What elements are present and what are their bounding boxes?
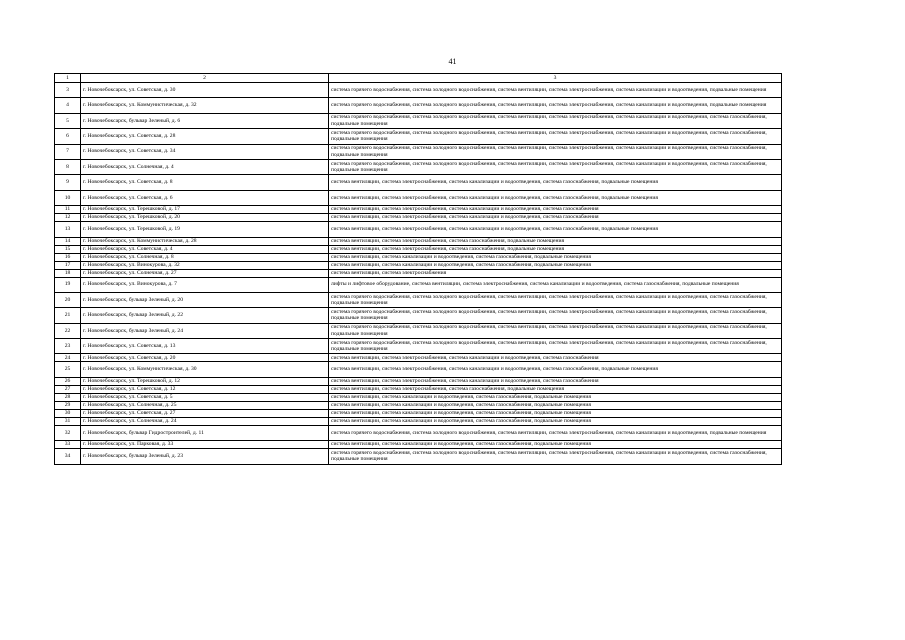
row-number-cell: 34 <box>55 449 81 464</box>
row-number-cell: 17 <box>55 261 81 269</box>
address-cell: г. Новочебоксарск, ул. Советская, д. 20 <box>81 354 329 362</box>
address-cell: г. Новочебоксарск, бульвар Зеленый, д. 6 <box>81 113 329 128</box>
systems-cell: система горячего водоснабжения, система холодного водоснабжения, система вентиляции, система электроснабжения, система канализации и водоотведения, подвальные помещения <box>329 425 782 440</box>
systems-cell: система горячего водоснабжения, система холодного водоснабжения, система вентиляции, система электроснабжения, система канализации и водоотведения, система газоснабжения, подвальные помещения <box>329 159 782 174</box>
systems-cell: лифты и лифтовое оборудование, система вентиляции, система электроснабжения, система канализации и водоотведения, система газоснабжения, подвальные помещения <box>329 277 782 292</box>
systems-cell: система горячего водоснабжения, система холодного водоснабжения, система вентиляции, система электроснабжения, система канализации и водоотведения, система газоснабжения, подвальные помещения <box>329 144 782 159</box>
table-row <box>55 214 782 222</box>
table-row <box>55 206 782 214</box>
address-cell: г. Новочебоксарск, бульвар Зеленый, д. 22 <box>81 308 329 323</box>
table-row <box>55 253 782 261</box>
address-cell: г. Новочебоксарск, ул. Советская, д. 28 <box>81 129 329 144</box>
row-number-cell: 11 <box>55 206 81 214</box>
systems-cell: система горячего водоснабжения, система холодного водоснабжения, система вентиляции, система электроснабжения, система канализации и водоотведения, система газоснабжения, подвальные помещения <box>329 323 782 338</box>
address-cell: г. Новочебоксарск, ул. Винокурова, д. 32 <box>81 261 329 269</box>
table-row <box>55 425 782 440</box>
table-row <box>55 441 782 449</box>
table-row <box>55 98 782 113</box>
table-row <box>55 261 782 269</box>
table-row <box>55 237 782 245</box>
address-cell: г. Новочебоксарск, ул. Коммунистическая, д. 32 <box>81 98 329 113</box>
systems-cell: система горячего водоснабжения, система холодного водоснабжения, система вентиляции, система электроснабжения, система канализации и водоотведения, подвальные помещения <box>329 98 782 113</box>
row-number-cell: 30 <box>55 409 81 417</box>
row-number-cell: 19 <box>55 277 81 292</box>
address-cell: г. Новочебоксарск, ул. Терешковой, д. 19 <box>81 222 329 237</box>
table-row <box>55 292 782 307</box>
address-cell: г. Новочебоксарск, ул. Терешковой, д. 17 <box>81 206 329 214</box>
address-cell: г. Новочебоксарск, ул. Солнечная, д. 25 <box>81 401 329 409</box>
table-row <box>55 354 782 362</box>
row-number-cell: 28 <box>55 393 81 401</box>
table-row <box>55 308 782 323</box>
systems-cell: система вентиляции, система электроснабжения, система канализации и водоотведения, система газоснабжения <box>329 206 782 214</box>
address-cell: г. Новочебоксарск, ул. Советская, д. 34 <box>81 144 329 159</box>
table-row <box>55 175 782 190</box>
systems-cell: система вентиляции, система электроснабжения, система канализации и водоотведения, система газоснабжения <box>329 214 782 222</box>
systems-cell: система вентиляции, система канализации и водоотведения, система газоснабжения, подвальные помещения <box>329 441 782 449</box>
table-row <box>55 417 782 425</box>
systems-cell: система вентиляции, система электроснабжения, система канализации и водоотведения, система газоснабжения <box>329 354 782 362</box>
systems-cell: система вентиляции, система электроснабжения, система канализации и водоотведения, система газоснабжения, подвальные помещения <box>329 222 782 237</box>
address-cell: г. Новочебоксарск, ул. Советская, д. 13 <box>81 339 329 354</box>
table-row <box>55 129 782 144</box>
address-cell: г. Новочебоксарск, ул. Солнечная, д. 24 <box>81 417 329 425</box>
table-row <box>55 113 782 128</box>
row-number-cell: 3 <box>55 83 81 98</box>
address-cell: г. Новочебоксарск, ул. Советская, д. 27 <box>81 409 329 417</box>
row-number-cell: 32 <box>55 425 81 440</box>
row-number-cell: 10 <box>55 190 81 205</box>
address-cell: г. Новочебоксарск, ул. Винокурова, д. 7 <box>81 277 329 292</box>
table-row <box>55 269 782 277</box>
systems-cell: система горячего водоснабжения, система холодного водоснабжения, система вентиляции, система электроснабжения, система канализации и водоотведения, подвальные помещения <box>329 83 782 98</box>
row-number-cell: 33 <box>55 441 81 449</box>
row-number-cell: 25 <box>55 362 81 377</box>
systems-cell: система вентиляции, система электроснабжения, система газоснабжения, подвальные помещения <box>329 245 782 253</box>
systems-cell: система вентиляции, система канализации и водоотведения, система газоснабжения, подвальные помещения <box>329 409 782 417</box>
table-row <box>55 449 782 464</box>
address-cell: г. Новочебоксарск, ул. Советская, д. 5 <box>81 393 329 401</box>
systems-cell: система вентиляции, система электроснабжения, система канализации и водоотведения, система газоснабжения, подвальные помещения <box>329 190 782 205</box>
systems-cell: система вентиляции, система канализации и водоотведения, система газоснабжения, подвальные помещения <box>329 401 782 409</box>
row-number-cell: 15 <box>55 245 81 253</box>
row-number-cell: 12 <box>55 214 81 222</box>
address-cell: г. Новочебоксарск, ул. Солнечная, д. 4 <box>81 159 329 174</box>
address-cell: г. Новочебоксарск, ул. Коммунистическая, д. 28 <box>81 237 329 245</box>
row-number-cell: 29 <box>55 401 81 409</box>
column-header-3: 3 <box>329 74 782 83</box>
table-row <box>55 393 782 401</box>
systems-cell: система вентиляции, система канализации и водоотведения, система газоснабжения, подвальные помещения <box>329 253 782 261</box>
row-number-cell: 8 <box>55 159 81 174</box>
systems-cell: система горячего водоснабжения, система холодного водоснабжения, система вентиляции, система электроснабжения, система канализации и водоотведения, система газоснабжения, подвальные помещения <box>329 339 782 354</box>
systems-cell: система вентиляции, система электроснабжения, система газоснабжения, подвальные помещения <box>329 237 782 245</box>
column-header-1: 1 <box>55 74 81 83</box>
row-number-cell: 5 <box>55 113 81 128</box>
row-number-cell: 23 <box>55 339 81 354</box>
address-cell: г. Новочебоксарск, бульвар Гидростроителей, д. 11 <box>81 425 329 440</box>
address-cell: г. Новочебоксарск, бульвар Зеленый, д. 24 <box>81 323 329 338</box>
systems-cell: система вентиляции, система электроснабжения <box>329 269 782 277</box>
table-body <box>55 74 782 465</box>
row-number-cell: 26 <box>55 377 81 385</box>
table-row <box>55 339 782 354</box>
address-cell: г. Новочебоксарск, ул. Парковая, д. 33 <box>81 441 329 449</box>
page-number: 41 <box>448 57 457 66</box>
address-cell: г. Новочебоксарск, бульвар Зеленый, д. 23 <box>81 449 329 464</box>
systems-cell: система вентиляции, система канализации и водоотведения, система газоснабжения, подвальные помещения <box>329 417 782 425</box>
systems-cell: система горячего водоснабжения, система холодного водоснабжения, система вентиляции, система электроснабжения, система канализации и водоотведения, система газоснабжения, подвальные помещения <box>329 292 782 307</box>
row-number-cell: 24 <box>55 354 81 362</box>
row-number-cell: 4 <box>55 98 81 113</box>
row-number-cell: 27 <box>55 385 81 393</box>
table-row <box>55 144 782 159</box>
row-number-cell: 14 <box>55 237 81 245</box>
table-row <box>55 277 782 292</box>
row-number-cell: 7 <box>55 144 81 159</box>
column-header-2: 2 <box>81 74 329 83</box>
table-row <box>55 83 782 98</box>
table-row <box>55 159 782 174</box>
row-number-cell: 9 <box>55 175 81 190</box>
systems-cell: система вентиляции, система канализации и водоотведения, система газоснабжения, подвальные помещения <box>329 261 782 269</box>
address-cell: г. Новочебоксарск, ул. Терешковой, д. 20 <box>81 214 329 222</box>
table-header-row <box>55 74 782 83</box>
systems-cell: система вентиляции, система электроснабжения, система канализации и водоотведения, система газоснабжения <box>329 377 782 385</box>
systems-cell: система вентиляции, система электроснабжения, система канализации и водоотведения, система газоснабжения, подвальные помещения <box>329 362 782 377</box>
table-row <box>55 377 782 385</box>
address-cell: г. Новочебоксарск, ул. Советская, д. 12 <box>81 385 329 393</box>
table-row <box>55 190 782 205</box>
table-row <box>55 323 782 338</box>
table-row <box>55 362 782 377</box>
table-row <box>55 401 782 409</box>
row-number-cell: 6 <box>55 129 81 144</box>
row-number-cell: 16 <box>55 253 81 261</box>
systems-cell: система вентиляции, система электроснабжения, система газоснабжения, подвальные помещения <box>329 385 782 393</box>
table-row <box>55 409 782 417</box>
systems-cell: система вентиляции, система канализации и водоотведения, система газоснабжения, подвальные помещения <box>329 393 782 401</box>
address-cell: г. Новочебоксарск, ул. Терешковой, д. 12 <box>81 377 329 385</box>
row-number-cell: 13 <box>55 222 81 237</box>
address-cell: г. Новочебоксарск, ул. Советская, д. 4 <box>81 245 329 253</box>
table-row <box>55 245 782 253</box>
table-row <box>55 222 782 237</box>
buildings-table <box>54 73 782 465</box>
systems-cell: система вентиляции, система электроснабжения, система канализации и водоотведения, система газоснабжения, подвальные помещения <box>329 175 782 190</box>
address-cell: г. Новочебоксарск, ул. Советская, д. 30 <box>81 83 329 98</box>
row-number-cell: 21 <box>55 308 81 323</box>
row-number-cell: 22 <box>55 323 81 338</box>
systems-cell: система горячего водоснабжения, система холодного водоснабжения, система вентиляции, система электроснабжения, система канализации и водоотведения, система газоснабжения, подвальные помещения <box>329 113 782 128</box>
systems-cell: система горячего водоснабжения, система холодного водоснабжения, система вентиляции, система электроснабжения, система канализации и водоотведения, система газоснабжения, подвальные помещения <box>329 449 782 464</box>
address-cell: г. Новочебоксарск, ул. Солнечная, д. 27 <box>81 269 329 277</box>
address-cell: г. Новочебоксарск, ул. Советская, д. 8 <box>81 175 329 190</box>
row-number-cell: 20 <box>55 292 81 307</box>
row-number-cell: 18 <box>55 269 81 277</box>
address-cell: г. Новочебоксарск, ул. Солнечная, д. 8 <box>81 253 329 261</box>
systems-cell: система горячего водоснабжения, система холодного водоснабжения, система вентиляции, система электроснабжения, система канализации и водоотведения, система газоснабжения, подвальные помещения <box>329 129 782 144</box>
systems-cell: система горячего водоснабжения, система холодного водоснабжения, система вентиляции, система электроснабжения, система канализации и водоотведения, система газоснабжения, подвальные помещения <box>329 308 782 323</box>
address-cell: г. Новочебоксарск, ул. Коммунистическая, д. 30 <box>81 362 329 377</box>
row-number-cell: 31 <box>55 417 81 425</box>
table-row <box>55 385 782 393</box>
address-cell: г. Новочебоксарск, ул. Советская, д. 6 <box>81 190 329 205</box>
address-cell: г. Новочебоксарск, бульвар Зеленый, д. 20 <box>81 292 329 307</box>
